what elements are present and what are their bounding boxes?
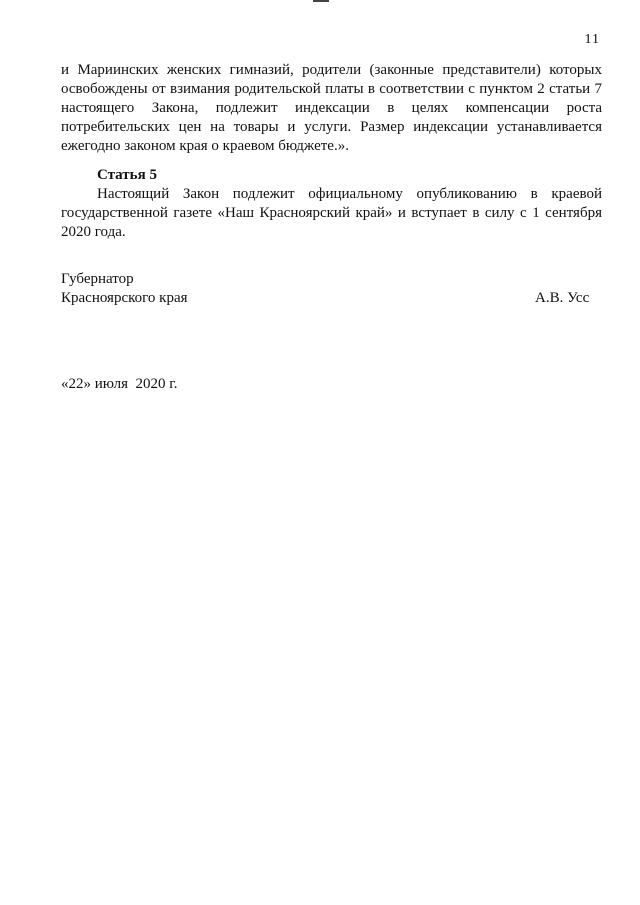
page-number: 11: [584, 32, 600, 47]
article-line: 2020 года.: [61, 224, 126, 240]
article-line: Настоящий Закон подлежит официальному опубликованию в краевой: [97, 186, 602, 202]
document-date: «22» июля 2020 г.: [61, 376, 178, 392]
paragraph-line: освобождены от взимания родительской платы в соответствии с пунктом 2 статьи 7: [61, 81, 602, 97]
signer-title-line: Красноярского края: [61, 290, 188, 306]
paragraph-line: и Мариинских женских гимназий, родители (законные представители) которых: [61, 62, 602, 78]
paragraph-line: ежегодно законом края о краевом бюджете.».: [61, 138, 349, 154]
paragraph-line: потребительских цен на товары и услуги. Размер индексации устанавливается: [61, 119, 602, 135]
signer-title-line: Губернатор: [61, 271, 134, 287]
article-heading: Статья 5: [97, 167, 157, 183]
article-line: государственной газете «Наш Красноярский край» и вступает в силу с 1 сентября: [61, 205, 602, 221]
signer-name: А.В. Усс: [535, 290, 590, 306]
paragraph-line: настоящего Закона, подлежит индексации в целях компенсации роста: [61, 100, 602, 116]
page-top-mark: [313, 0, 329, 2]
